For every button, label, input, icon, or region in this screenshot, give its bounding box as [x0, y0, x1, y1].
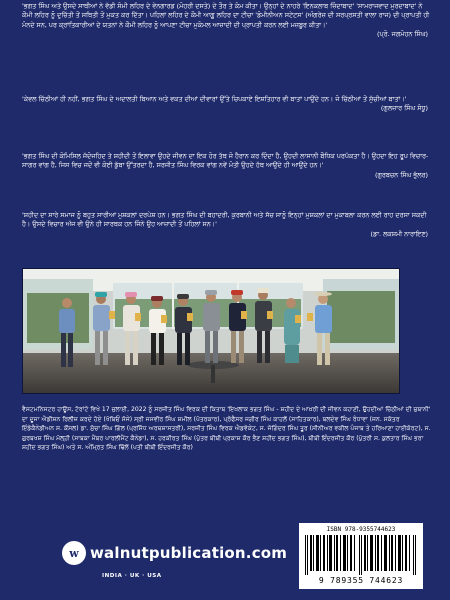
quote-attribution: (ਗੁਰਬਚਨ ਸਿੰਘ ਭੁੱਲਰ)	[374, 170, 428, 179]
isbn-barcode	[299, 523, 423, 589]
quote-text: 'ਕੇਵਲ ਚਿੱਠੀਆਂ ਹੀ ਨਹੀਂ, ਭਗਤ ਸਿੰਘ ਦੇ ਅਦਾਲਤੀ ਬਿਆਨ ਅਤੇ ਵਕਤ ਦੀਆਂ ਦੀਵਾਰਾਂ ਉੱਤੇ ਚਿਪਕਾਏ ਇਸ਼ਤਿਹਾਰ ਵੀ ਬਾਤਾਂ ਪਾਉਂਦੇ ਹਨ। ਜੋ ਚਿੱਠੀਆਂ ਤੋਂ ਸੁੱਚੀਆਂ ਬਾਤਾਂ।'	[22, 95, 407, 103]
book-release-group-photo	[22, 268, 400, 394]
barcode-icon	[303, 535, 419, 575]
quote-jagmohan-singh	[22, 2, 430, 40]
photo-caption: ਵੈਸਟਮਨਿਸਟਰ ਹਾਊਸ, ਟੋਰਾਂਟੋ ਵਿਖੇ 17 ਜੁਲਾਈ, 2022 ਨੂੰ ਸਰਜੀਤ ਸਿੰਘ ਵਿਰਕ ਦੀ ਕਿਤਾਬ 'ਇਖ਼ਲਾਕ ਭਗਤ ਸਿੰਘ - ਸ਼ਹੀਦ ਦੇ ਆਖ਼ਰੀ ਦੀ ਜੀਵਨ ਕਹਾਣੀ, ਉਹਦੀਆਂ ਚਿੱਠੀਆਂ ਦੀ ਜ਼ੁਬਾਨੀ' ਦਾ ਦੂਜਾ ਐਡੀਸ਼ਨ ਰਿਲੀਜ਼ ਕਰਦੇ ਹੋਏ (ਖੱਬਿਓਂ ਸੱਜੇ) ਸ੍ਰੀ ਜਸਵੀਰ ਸਿੰਘ ਸ਼ਮੀਲ (ਪੱਤਰਕਾਰ), ਪ੍ਰੋਫੈਸਰ ਜਗੀਰ ਸਿੰਘ ਕਾਹਲੋਂ (ਸਾਹਿਤਕਾਰ), ਬਲਦੇਵ ਸਿੰਘ ਰੰਧਾਵਾ (ਜਨ. ਸਕੱਤਰ ਇੰਡੋਕੈਨੇਡੀਅਨ ਸ. ਕੌਂਸਲ) ਡਾ. ਸੁੱਚਾ ਸਿੰਘ ਗਿੱਲ (ਪ੍ਰਸਿੱਧ ਅਰਥਸ਼ਾਸਤਰੀ), ਸਰਜੀਤ ਸਿੰਘ ਵਿਰਕ ਐਡਵੋਕੇਟ, ਸ. ਜੋਗਿੰਦਰ ਸਿੰਘ ਤੂਰ (ਸੀਨੀਅਰ ਵਕੀਲ ਪੰਜਾਬ ਤੇ ਹਰਿਆਣਾ ਹਾਈਕੋਰਟ), ਸ. ਗੁਰਬਖਸ਼ ਸਿੰਘ ਮੱਲ੍ਹੀ (ਸਾਬਕਾ ਮੈਂਬਰ ਪਾਰਲੀਮੈਂਟ ਕੈਨੇਡਾ), ਸ. ਹਰਕੀਰਤ ਸਿੰਘ (ਪੁੱਤਰ ਬੀਬੀ ਪ੍ਰਕਾਸ਼ ਕੌਰ ਭੈਣ ਸ਼ਹੀਦ ਭਗਤ ਸਿੰਘ), ਬੀਬੀ ਇੰਦਰਜੀਤ ਕੌਰ (ਪੁੱਤਰੀ ਸ. ਕੁਲਤਾਰ ਸਿੰਘ ਭਰਾ ਸ਼ਹੀਦ ਭਗਤ ਸਿੰਘ) ਅਤੇ ਸ. ਅੰਮ੍ਰਿਤ ਸਿੰਘ ਢਿੱਲੋਂ (ਪਤੀ ਬੀਬੀ ਇੰਦਰਜੀਤ ਕੌਰ)	[22, 406, 431, 452]
quote-text: 'ਭਗਤ ਸਿੰਘ ਅਤੇ ਉਸਦੇ ਸਾਥੀਆਂ ਨੇ ਵੱਡੀ ਸੰਮੀ ਲਹਿਰ ਦੇ ਵੇਨਗਾਰਡ (ਮੋਹਰੀ ਦਸਤੇ) ਦੇ ਤੌਰ ਤੇ ਕੰਮ ਕੀਤਾ। ਉਨ੍ਹਾਂ ਦੇ ਨਾਹਰੇ 'ਇਨਕਲਾਬ ਜ਼ਿੰਦਾਬਾਦ' 'ਸਾਮਰਾਜਵਾਦ ਮੁਰਦਾਬਾਦ' ਨੇ ਕੌਮੀ ਲਹਿਰ ਨੂੰ ਦੁਚਿੱਤੀ ਤੋਂ ਸਥਿਤੀ ਤੋਂ ਮੁਕਤ ਕਰ ਦਿੱਤਾ। ਪਹਿਲਾਂ ਲਹਿਰ ਦੇ ਕੌਮੀ ਆਗੂ ਲਹਿਰ ਦਾ ਟੀਚਾ 'ਡੋਮੀਨੀਅਨ ਸਟੇਟਸ' (ਅੰਗਰੇਜ਼ ਦੀ ਸਰਪ੍ਰਸਤੀ ਵਾਲਾ ਰਾਜ) ਦੀ ਪ੍ਰਾਪਤੀ ਹੀ ਮੰਨਦੇ ਸਨ, ਪਰ ਕ੍ਰਾਂਤਿਕਾਰੀਆਂ ਦੇ ਯਤਨਾਂ ਨੇ ਕੌਮੀ ਲਹਿਰ ਨੂੰ ਆਪਣਾ ਟੀਚਾ ਮੁਕੰਮਲ ਆਜ਼ਾਦੀ ਦੀ ਪ੍ਰਾਪਤੀ ਕਰਨ ਲਈ ਮਜ਼ਬੂਰ ਕੀਤਾ।'	[22, 2, 430, 29]
quote-text: 'ਸ਼ਹੀਦ ਦਾ ਸਾਰੇ ਸਮਾਜ ਨੂੰ ਬਹੁਤ ਸਾਰੀਆਂ ਮੁਸ਼ਕਲਾਂ ਦਰਪੇਸ਼ ਹਨ। ਭਗਤ ਸਿੰਘ ਦੀ ਬਹਾਦਰੀ, ਕੁਰਬਾਨੀ ਅਤੇ ਸੱਚ ਸਾਨੂੰ ਇਨ੍ਹਾਂ ਮੁਸ਼ਕਲਾਂ ਦਾ ਮੁਕਾਬਲਾ ਕਰਨ ਲਈ ਰਾਹ ਦਰਸਾ ਸਕਦੀ ਹੈ। ਉਸਦੇ ਵਿਚਾਰ ਅੱਜ ਵੀ ਉਨੇ ਹੀ ਸਾਰਥਕ ਹਨ ਜਿੰਨੇ ਉਹ ਆਜ਼ਾਦੀ ਤੋਂ ਪਹਿਲਾਂ ਸਨ।'	[22, 211, 427, 229]
quote-attribution: (ਪ੍ਰੋ. ਜਗਮੋਹਨ ਸਿੰਘ)	[377, 30, 428, 39]
quote-text: 'ਭਗਤ ਸਿੰਘ ਦੀ ਕੋਮਿਸਿਲ ਜੱਦੋਜਹਿਦ ਤੇ ਸ਼ਹੀਦੀ ਤੋਂ ਇਲਾਵਾ ਉਹਦੇ ਜੀਵਨ ਦਾ ਇਕ ਹੋਰ ਤੱਥ ਜੋ ਹੈਰਾਨ ਕਰ ਦਿੰਦਾ ਹੈ, ਉਹਦੀ ਲਾਸਾਨੀ ਬੌਧਿਕ ਪਰਪੱਕਤਾ ਹੈ। ਉਹਦਾ ਇਹ ਰੂਪ ਵਿਚਾਰ-ਸਾਗਰ ਵਾਂਗ ਹੈ, ਜਿਸ ਵਿਚ ਜਦੋਂ ਵੀ ਕੋਈ ਡੁੱਬਾ ਉੱਤਰਦਾ ਹੈ, ਸਰਜੀਤ ਸਿੰਘ ਵਿਰਕ ਵਾਂਗ ਨਵੇਂ ਮੋਤੀ ਉਹਦੇ ਹੱਥ ਆਉਂਦੇ ਹੀ ਆਉਂਦੇ ਹਨ।'	[22, 152, 429, 170]
publisher-regions: INDIA · UK · USA	[102, 573, 162, 579]
isbn-label: ISBN 978-93557446​23	[326, 526, 396, 533]
quote-attribution: (ਗੁਲਜ਼ਾਰ ਸਿੰਘ ਸੰਧੂ)	[380, 104, 428, 113]
quote-lakshmi-narain	[22, 211, 430, 239]
walnut-logo-icon: w	[62, 541, 86, 565]
quote-attribution: (ਡਾ. ਲਕਸ਼ਮੀ ਨਾਰਾਇਣ)	[370, 229, 428, 238]
quote-gulzar-singh-sandhu	[22, 95, 430, 114]
publisher-logo[interactable]	[62, 535, 288, 595]
barcode-digits: 9 789355 744623	[318, 576, 404, 585]
publisher-name: walnutpublication.com	[90, 544, 288, 562]
quote-gurbachan-singh-bhullar	[22, 152, 430, 180]
